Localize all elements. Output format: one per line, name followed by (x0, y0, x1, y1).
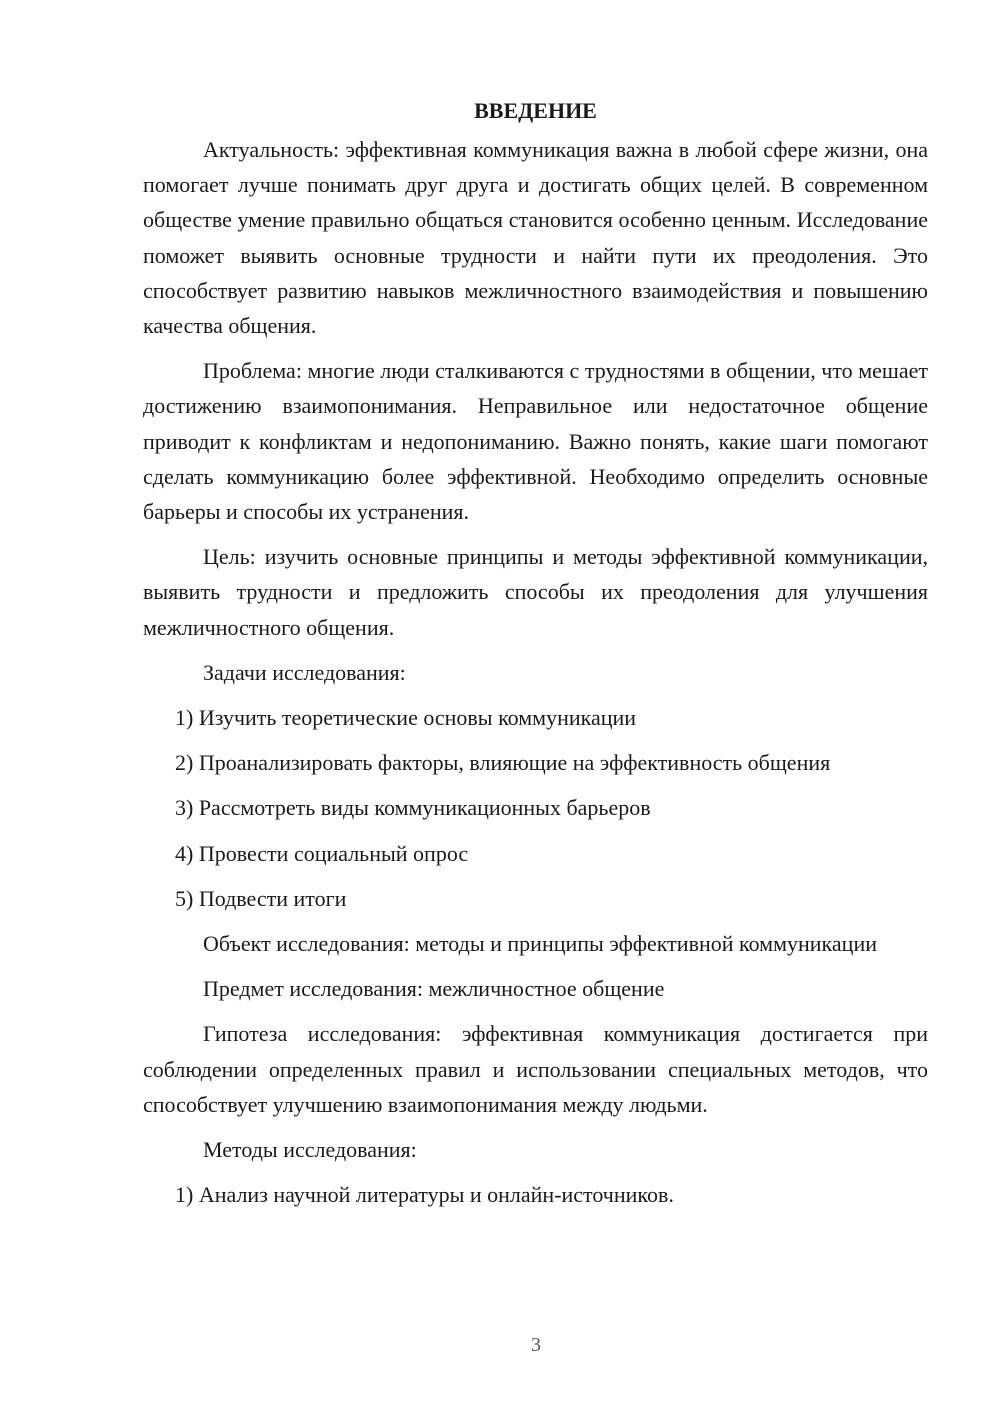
method-item-1: 1) Анализ научной литературы и онлайн-источников. (175, 1182, 674, 1208)
subject-paragraph: Предмет исследования: межличностное общение (203, 976, 665, 1002)
task-item-4: 4) Провести социальный опрос (175, 840, 469, 866)
problem-paragraph: Проблема: многие люди сталкиваются с трудностями в общении, что мешает достижению взаимопонимания. Неправильное или недостаточное общение приводит к конфликтам и недопониманию. Важно понять, какие шаги помогают сделать коммуникацию более эффективной. Необходимо определить основные барьеры и способы их устранения. (143, 358, 928, 525)
task-item-2: 2) Проанализировать факторы, влияющие на эффективность общения (175, 750, 831, 776)
task-item-1: 1) Изучить теоретические основы коммуникации (175, 705, 637, 731)
page-number: 3 (531, 1334, 541, 1356)
object-paragraph: Объект исследования: методы и принципы эффективной коммуникации (203, 931, 877, 957)
goal-paragraph: Цель: изучить основные принципы и методы эффективной коммуникации, выявить трудности и предложить способы их преодоления для улучшения межличностного общения. (143, 544, 928, 640)
methods-heading: Методы исследования: (203, 1137, 417, 1163)
tasks-heading: Задачи исследования: (203, 659, 406, 685)
section-title: ВВЕДЕНИЕ (474, 98, 597, 123)
page-content (143, 93, 928, 1222)
relevance-paragraph: Актуальность: эффективная коммуникация важна в любой сфере жизни, она помогает лучше понимать друг друга и достигать общих целей. В современном обществе умение правильно общаться становится особенно ценным. Исследование поможет выявить основные трудности и найти пути их преодоления. Это способствует развитию навыков межличностного взаимодействия и повышению качества общения. (143, 137, 928, 339)
task-item-5: 5) Подвести итоги (175, 885, 347, 911)
task-item-3: 3) Рассмотреть виды коммуникационных барьеров (175, 795, 651, 821)
hypothesis-paragraph: Гипотеза исследования: эффективная коммуникация достигается при соблюдении определенных правил и использовании специальных методов, что способствует улучшению взаимопонимания между людьми. (143, 1021, 928, 1117)
